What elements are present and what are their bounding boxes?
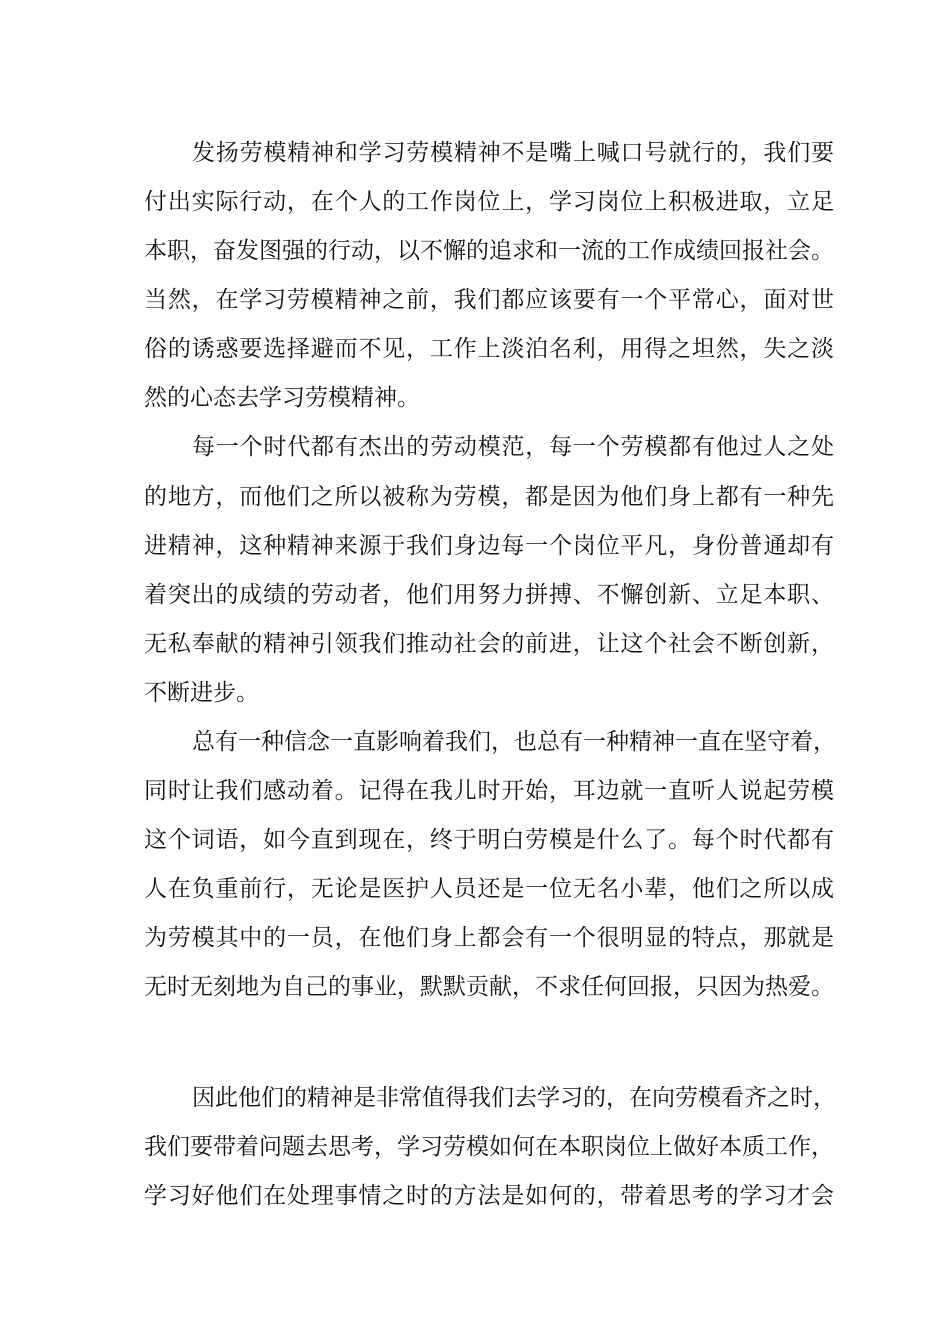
paragraph-line: 发扬劳模精神和学习劳模精神不是嘴上喊口号就行的，我们要 xyxy=(192,140,834,166)
paragraph-line: 然的心态去学习劳模精神。 xyxy=(144,385,420,411)
paragraph-line: 进精神，这种精神来源于我们身边每一个岗位平凡，身份普通却有 xyxy=(144,533,834,559)
paragraph-line: 俗的诱惑要选择避而不见，工作上淡泊名利，用得之坦然，失之淡 xyxy=(144,336,834,362)
paragraph-line: 无时无刻地为自己的事业，默默贡献，不求任何回报，只因为热爱。 xyxy=(144,974,834,1000)
paragraph-line: 因此他们的精神是非常值得我们去学习的，在向劳模看齐之时， xyxy=(192,1085,836,1111)
paragraph-line: 这个词语，如今直到现在，终于明白劳模是什么了。每个时代都有 xyxy=(144,827,834,853)
paragraph-line: 我们要带着问题去思考，学习劳模如何在本职岗位上做好本质工作， xyxy=(144,1134,834,1160)
paragraph-line: 为劳模其中的一员，在他们身上都会有一个很明显的特点，那就是 xyxy=(144,925,834,951)
paragraph-line: 当然，在学习劳模精神之前，我们都应该要有一个平常心，面对世 xyxy=(144,287,834,313)
paragraph-line: 无私奉献的精神引领我们推动社会的前进，让这个社会不断创新， xyxy=(144,631,834,657)
paragraph-line: 的地方，而他们之所以被称为劳模，都是因为他们身上都有一种先 xyxy=(144,484,834,510)
paragraph-line: 总有一种信念一直影响着我们，也总有一种精神一直在坚守着， xyxy=(192,729,836,755)
paragraph-line: 同时让我们感动着。记得在我儿时开始，耳边就一直听人说起劳模 xyxy=(144,778,834,804)
paragraph-line: 人在负重前行，无论是医护人员还是一位无名小辈，他们之所以成 xyxy=(144,876,834,902)
paragraph-line: 每一个时代都有杰出的劳动模范，每一个劳模都有他过人之处 xyxy=(192,434,834,460)
paragraph-line: 不断进步。 xyxy=(144,680,259,706)
paragraph-line: 本职，奋发图强的行动，以不懈的追求和一流的工作成绩回报社会。 xyxy=(144,238,834,264)
paragraph-line: 学习好他们在处理事情之时的方法是如何的，带着思考的学习才会 xyxy=(144,1183,834,1209)
paragraph-line: 着突出的成绩的劳动者，他们用努力拼搏、不懈创新、立足本职、 xyxy=(144,582,834,608)
paragraph-line: 付出实际行动，在个人的工作岗位上，学习岗位上积极进取，立足 xyxy=(144,189,834,215)
